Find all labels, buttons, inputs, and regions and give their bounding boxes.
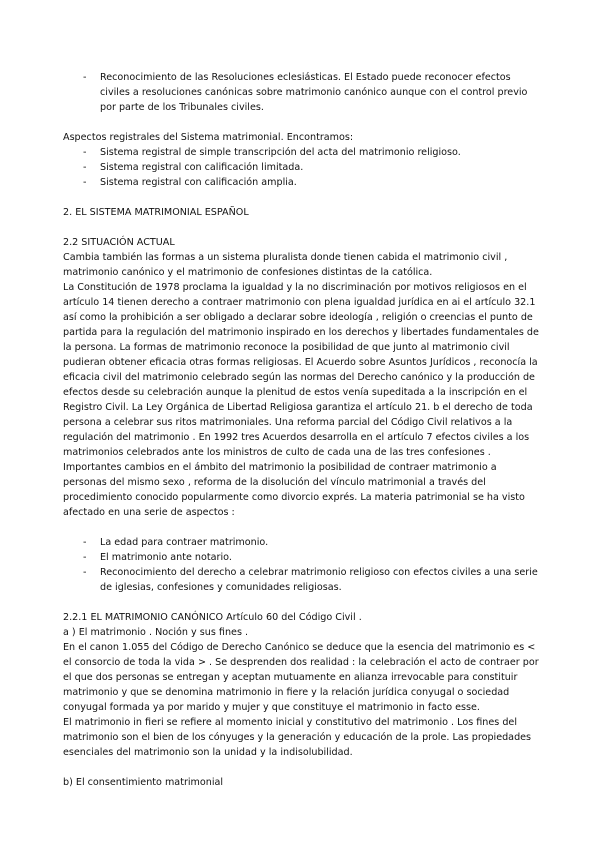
list-item-text: Sistema registral con calificación amplia. [100,177,297,188]
section-2-2-paragraph: Cambia también las formas a un sistema pluralista donde tienen cabida el matrimonio civil , matrimonio canónico y el matrimonio de confesiones distintas de la católica. [63,252,508,278]
section-2-2-heading: 2.2 SITUACIÓN ACTUAL [63,237,175,248]
list-item [63,535,543,550]
list-item [63,70,543,115]
resoluciones-list [63,70,543,115]
dash-bullet: - [83,537,87,548]
registral-intro: Aspectos registrales del Sistema matrimonial. Encontramos: [63,132,354,143]
list-item [63,145,543,160]
dash-bullet: - [83,147,87,158]
list-item [63,160,543,175]
list-item-text: Sistema registral de simple transcripción del acta del matrimonio religioso. [100,147,461,158]
dash-bullet: - [83,177,87,188]
spacer [63,520,543,535]
section-2-2-1-paragraph: El matrimonio in fieri se refiere al momento inicial y constitutivo del matrimonio . Los fines del matrimonio son el bien de los cónyuges y la generación y educación de la prole. Las propiedades esenciales del matrimonio son la unidad y la indisolubilidad. [63,717,532,758]
spacer [63,760,543,775]
list-item [63,550,543,565]
dash-bullet: - [83,552,87,563]
spacer [63,115,543,130]
aspectos-list [63,535,543,595]
document-body [63,70,543,790]
section-2-2-1-heading: 2.2.1 EL MATRIMONIO CANÓNICO Artículo 60 del Código Civil . [63,612,362,623]
list-item-text: El matrimonio ante notario. [100,552,232,563]
dash-bullet: - [83,162,87,173]
list-item-text: La edad para contraer matrimonio. [100,537,269,548]
subsection-b-heading: b) El consentimiento matrimonial [63,777,224,788]
list-item-text: Sistema registral con calificación limitada. [100,162,304,173]
section-2-2-paragraph: La Constitución de 1978 proclama la igualdad y la no discriminación por motivos religiosos en el artículo 14 tienen derecho a contraer matrimonio con plena igualdad jurídica en ai el artículo 32.1 así como la prohibición a ser obligado a declarar sobre ideología , religión o creencias el punto de partida para la regulación del matrimonio inspirado en los derechos y libertades fundamentales de la persona. La formas de matrimonio reconoce la posibilidad de que junto al matrimonio civil pudieran obtener eficacia otras formas religiosas. El Acuerdo sobre Asuntos Jurídicos , reconocía la eficacia civil del matrimonio celebrado según las normas del Derecho canónico y la producción de efectos desde su celebración aunque la plenitud de estos venía supeditada a la inscripción en el Registro Civil. La Ley Orgánica de Libertad Religiosa garantiza el artículo 21. b el derecho de toda persona a celebrar sus ritos matrimoniales. Una reforma parcial del Código Civil relativos a la regulación del matrimonio . En 1992 tres Acuerdos desarrolla en el artículo 7 efectos civiles a los matrimonios celebrados ante los ministros de culto de cada una de las tres confesiones . Importantes cambios en el ámbito del matrimonio la posibilidad de contraer matrimonio a personas del mismo sexo , reforma de la disolución del vínculo matrimonial a través del procedimiento conocido popularmente como divorcio exprés. La materia patrimonial se ha visto afectado en una serie de aspectos : [63,282,539,518]
registral-list [63,145,543,190]
spacer [63,220,543,235]
dash-bullet: - [83,567,87,578]
dash-bullet: - [83,72,87,83]
list-item [63,175,543,190]
list-item-text: Reconocimiento del derecho a celebrar matrimonio religioso con efectos civiles a una serie de iglesias, confesiones y comunidades religiosas. [100,567,538,593]
subsection-a-heading: a ) El matrimonio . Noción y sus fines . [63,627,249,638]
spacer [63,595,543,610]
section-2-2-1-paragraph: En el canon 1.055 del Código de Derecho Canónico se deduce que la esencia del matrimonio es < el consorcio de toda la vida > . Se desprenden dos realidad : la celebración el acto de contraer por el que dos personas se entregan y aceptan mutuamente en alianza irrevocable para constituir matrimonio y que se denomina matrimonio in fiere y la relación jurídica conyugal o sociedad conyugal formada ya por marido y mujer y que constituye el matrimonio in facto esse. [63,642,539,713]
section-2-heading: 2. EL SISTEMA MATRIMONIAL ESPAÑOL [63,207,249,218]
spacer [63,190,543,205]
list-item [63,565,543,595]
list-item-text: Reconocimiento de las Resoluciones eclesiásticas. El Estado puede reconocer efectos civiles a resoluciones canónicas sobre matrimonio canónico aunque con el control previo por parte de los Tribunales civiles. [100,72,528,113]
